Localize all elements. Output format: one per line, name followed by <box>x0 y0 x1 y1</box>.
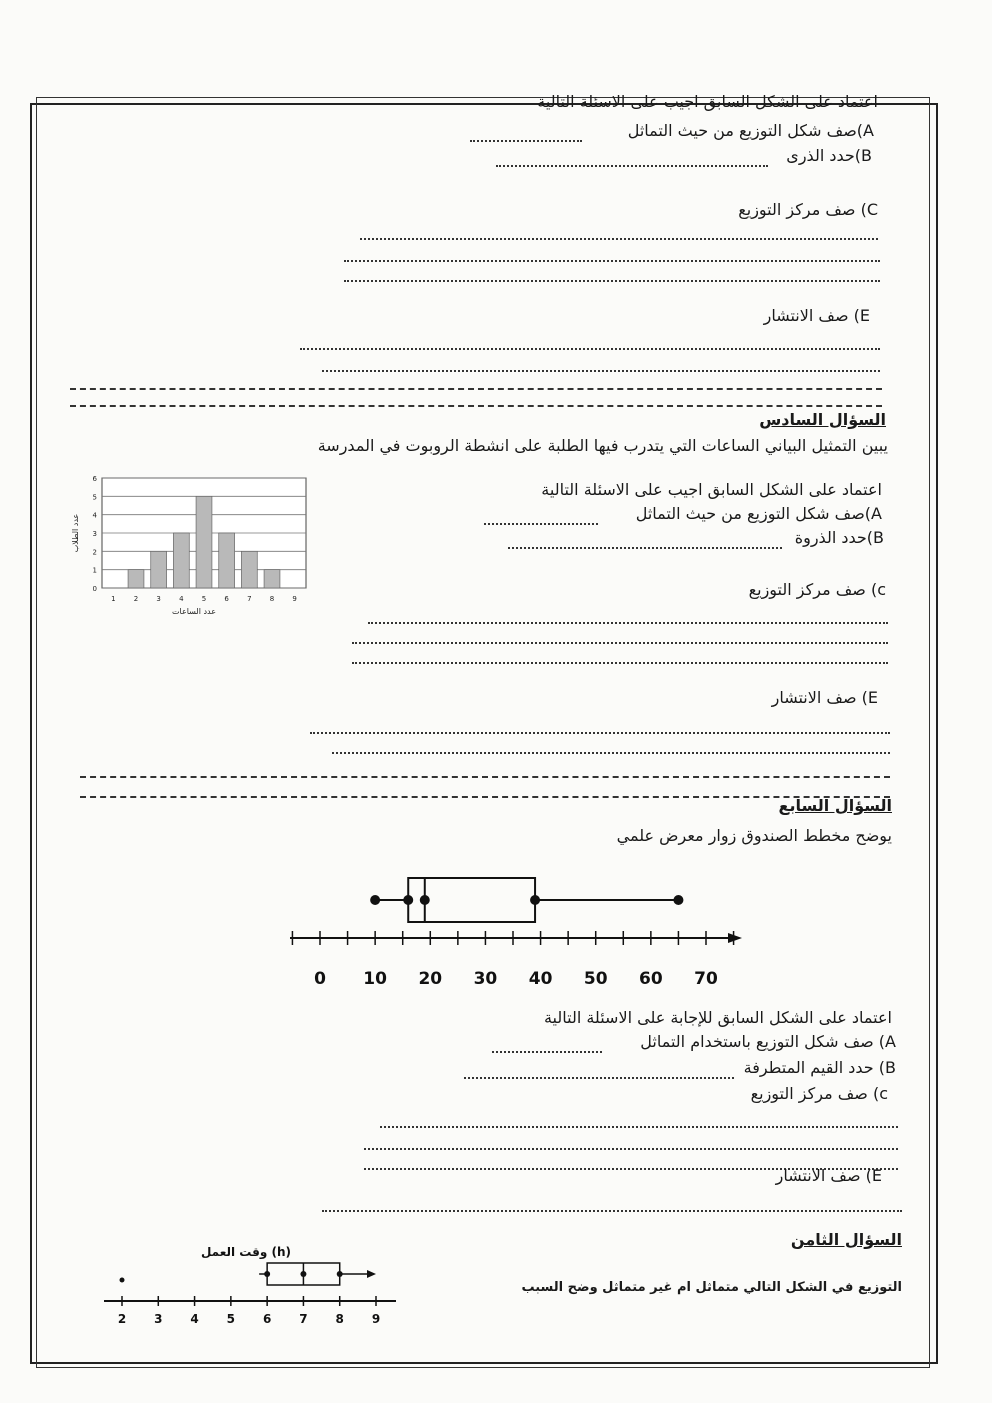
x-tick-label: 2 <box>133 595 139 603</box>
q6-answer-e-line2[interactable] <box>332 752 890 754</box>
y-tick-label: 2 <box>92 548 97 557</box>
q6-answer-e-line1[interactable] <box>310 732 890 734</box>
q7-answer-b[interactable] <box>464 1077 734 1079</box>
q6-answer-c-line1[interactable] <box>368 622 888 624</box>
q7-question-e: E) صف الانتشار <box>775 1166 882 1185</box>
five-number-point <box>420 895 430 905</box>
s5-question-e: E) صف الانتشار <box>763 306 870 325</box>
axis-tick-label: 2 <box>117 1312 127 1326</box>
plot-title: وقت العمل (h) <box>200 1245 292 1259</box>
x-tick-label: 5 <box>201 595 207 603</box>
y-tick-label: 3 <box>92 530 97 538</box>
x-tick-label: 3 <box>156 595 161 603</box>
five-number-point <box>337 1271 343 1277</box>
five-number-point <box>370 895 380 905</box>
axis-tick-label: 7 <box>299 1312 308 1326</box>
q6-question-c: c) صف مركز التوزيع <box>748 580 886 599</box>
s5-answer-e-line2[interactable] <box>322 370 880 372</box>
axis-tick-label: 20 <box>418 969 443 989</box>
axis-tick-label: 5 <box>226 1312 236 1326</box>
q6-title: السؤال السادس <box>759 410 886 429</box>
q7-answer-e[interactable] <box>322 1210 902 1212</box>
axis-tick-label: 0 <box>314 969 326 989</box>
q7-answer-c-line2[interactable] <box>364 1148 898 1150</box>
s5-answer-c-line2[interactable] <box>344 260 880 262</box>
y-tick-label: 6 <box>92 475 97 483</box>
q6-answer-b[interactable] <box>508 547 782 549</box>
y-tick-label: 4 <box>92 511 97 520</box>
s5-answer-a[interactable] <box>470 140 582 142</box>
s5-question-b: B)حدد الذرى <box>786 146 872 165</box>
axis-tick-label: 70 <box>694 969 718 989</box>
axis-tick-label: 9 <box>371 1312 381 1326</box>
five-number-point <box>300 1271 306 1277</box>
q7-answer-a[interactable] <box>492 1051 602 1053</box>
outlier-point <box>120 1278 125 1283</box>
visitors-box-plot <box>280 870 750 990</box>
q7-intro: اعتماد على الشكل السابق للإجابة على الاسئلة التالية <box>543 1008 892 1027</box>
bar <box>241 551 257 588</box>
q6-answer-c-line2[interactable] <box>352 642 888 644</box>
axis-tick-label: 4 <box>190 1312 199 1326</box>
q6-answer-a[interactable] <box>484 523 598 525</box>
y-axis-label: عدد الطلاب <box>71 513 80 553</box>
s5-answer-e-line1[interactable] <box>300 348 880 350</box>
separator <box>70 388 882 390</box>
q6-intro: اعتماد على الشكل السابق اجيب على الاسئلة التالية <box>541 480 882 499</box>
s5-answer-c-line1[interactable] <box>360 238 878 240</box>
bar <box>196 496 212 588</box>
five-number-point <box>403 895 413 905</box>
x-tick-label: 8 <box>269 595 275 603</box>
axis-tick-label: 30 <box>473 969 498 989</box>
q7-answer-c-line1[interactable] <box>380 1126 898 1128</box>
number-line-arrow <box>728 933 742 943</box>
q6-question-e: E) صف الانتشار <box>771 688 878 707</box>
x-axis-label: عدد الساعات <box>171 607 217 616</box>
bar <box>264 570 280 588</box>
s5-answer-c-line3[interactable] <box>344 280 880 282</box>
five-number-point <box>264 1271 270 1277</box>
q6-question-b: B)حدد الذروة <box>794 528 884 547</box>
axis-tick-label: 6 <box>262 1312 272 1326</box>
q7-question-a: A) صف شكل التوزيع باستخدام التماثل <box>640 1032 896 1051</box>
bar <box>151 551 167 588</box>
separator <box>70 405 882 407</box>
q8-description: التوزيع في الشكل التالي متماثل ام غير متماثل وضح السبب <box>521 1280 902 1295</box>
axis-tick-label: 60 <box>639 969 663 989</box>
five-number-point <box>530 895 540 905</box>
s5-answer-b[interactable] <box>496 165 768 167</box>
s5-question-a: A)صف شكل التوزيع من حيث التماثل <box>627 121 874 140</box>
q7-question-b: B) حدد القيم المتطرفة <box>743 1058 896 1077</box>
s5-intro: اعتماد على الشكل السابق اجيب على الاسئلة التالية <box>537 92 878 111</box>
separator <box>80 796 890 798</box>
whisker-arrow <box>367 1270 376 1278</box>
axis-tick-label: 40 <box>528 969 553 989</box>
work-time-box-plot <box>96 1226 402 1336</box>
x-tick-label: 9 <box>292 595 297 603</box>
bar <box>219 533 235 588</box>
s5-question-c: C) صف مركز التوزيع <box>738 200 878 219</box>
x-tick-label: 1 <box>111 595 116 603</box>
q8-title: السؤال الثامن <box>790 1230 902 1249</box>
axis-tick-label: 50 <box>583 969 608 989</box>
x-tick-label: 6 <box>224 595 229 603</box>
axis-tick-label: 3 <box>154 1312 163 1326</box>
q6-description: يبين التمثيل البياني الساعات التي يتدرب فيها الطلبة على انشطة الروبوت في المدرسة <box>317 436 888 455</box>
y-tick-label: 1 <box>92 566 97 575</box>
q7-description: يوضح مخطط الصندوق زوار معرض علمي <box>616 826 892 845</box>
q7-question-c: c) صف مركز التوزيع <box>750 1084 888 1103</box>
y-tick-label: 0 <box>92 585 97 593</box>
q6-question-a: A)صف شكل التوزيع من حيث التماثل <box>635 504 882 523</box>
axis-tick-label: 10 <box>363 969 387 989</box>
y-tick-label: 5 <box>92 493 97 502</box>
separator <box>80 776 890 778</box>
hours-bar-chart <box>66 470 316 620</box>
q6-answer-c-line3[interactable] <box>352 662 888 664</box>
q7-title: السؤال السابع <box>778 796 892 815</box>
x-tick-label: 7 <box>247 595 252 603</box>
bar <box>173 533 189 588</box>
axis-tick-label: 8 <box>335 1312 344 1326</box>
five-number-point <box>673 895 683 905</box>
bar <box>128 570 144 588</box>
x-tick-label: 4 <box>179 595 184 603</box>
